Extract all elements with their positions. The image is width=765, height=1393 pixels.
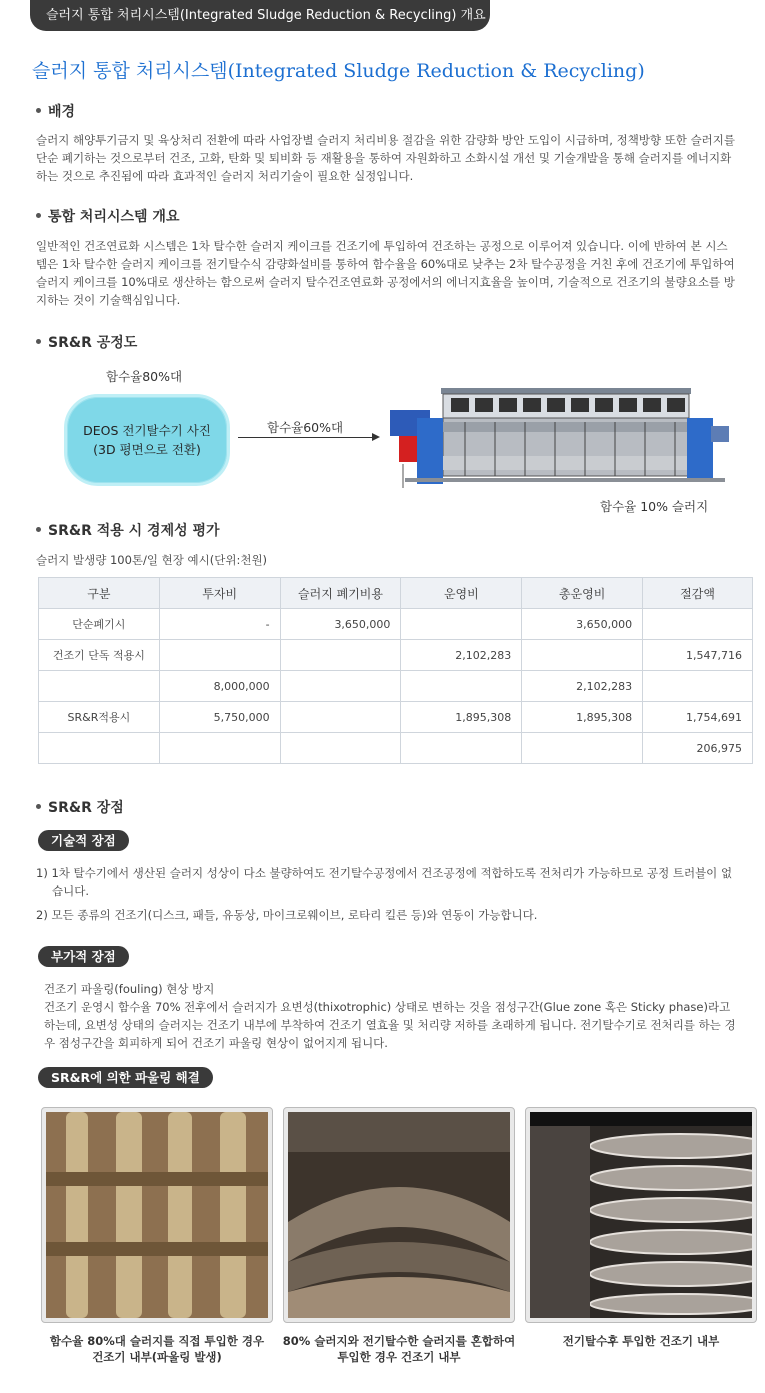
section-heading-text: 배경 — [48, 104, 76, 120]
table-cell: - — [159, 609, 280, 640]
table-cell: SR&R적용시 — [39, 702, 160, 733]
section-heading-background — [36, 101, 75, 121]
list-item: 1) 1차 탈수기에서 생산된 슬러지 성상이 다소 불량하여도 전기탈수공정에서 건조공정에 적합하도록 전처리가 가능하므로 공정 트러블이 없습니다. — [36, 866, 733, 898]
bullet-icon — [36, 804, 41, 809]
dryer-interior-image — [288, 1112, 510, 1318]
table-cell — [522, 640, 643, 671]
table-cell: 2,102,283 — [522, 671, 643, 702]
input-moisture-label: 함수율80%대 — [106, 369, 183, 384]
caption-line: 투입한 경우 건조기 내부 — [337, 1350, 461, 1364]
section-heading-process — [36, 332, 137, 352]
table-cell — [401, 609, 522, 640]
table-cell — [280, 640, 401, 671]
table-cell — [280, 733, 401, 764]
table-cell: 5,750,000 — [159, 702, 280, 733]
deos-label-line1: DEOS 전기탈수기 사진 — [83, 423, 211, 438]
table-cell — [159, 733, 280, 764]
background-paragraph: 슬러지 해양투기금지 및 육상처리 전환에 따라 사업장별 슬러지 처리비용 절감을 위한 감량화 방안 도입이 시급하며, 정책방향 또한 슬러지를 단순 폐기하는 것으로부터 건조, 고화, 탄화 및 퇴비화 등 재활용을 통하여 자원화하고 소화시설 개선 및 기술개발을 통해 슬러지를 에너지화하는 것으로 추진됨에 따라 효과적인 슬러지 처리기술이 필요한 실정입니다. — [36, 133, 736, 183]
column-header: 슬러지 폐기비용 — [280, 578, 401, 609]
deos-dewatering-box — [64, 394, 230, 486]
dryer-interior-image — [46, 1112, 268, 1318]
mid-moisture-label: 함수율60%대 — [267, 420, 344, 435]
table-cell — [522, 733, 643, 764]
column-header: 절감액 — [643, 578, 753, 609]
table-cell: 3,650,000 — [522, 609, 643, 640]
dryer-machine-image — [385, 378, 737, 496]
table-cell — [280, 671, 401, 702]
list-item: 2) 모든 종류의 건조기(디스크, 패들, 유동상, 마이크로웨이브, 로타리 킬른 등)와 연동이 가능합니다. — [36, 908, 538, 922]
table-row — [39, 702, 753, 733]
table-cell — [643, 609, 753, 640]
process-arrow — [238, 437, 374, 438]
caption-line: 건조기 내부(파울링 발생) — [92, 1350, 222, 1364]
fouling-solution-pill: SR&R에 의한 파울링 해결 — [38, 1067, 213, 1088]
photo-caption — [37, 1333, 277, 1365]
section-heading-advantages — [36, 797, 124, 817]
table-cell: 206,975 — [643, 733, 753, 764]
table-cell: 3,650,000 — [280, 609, 401, 640]
economics-table — [38, 577, 753, 764]
deos-label-line2: (3D 평면으로 전환) — [93, 442, 201, 457]
bullet-icon — [36, 108, 41, 113]
table-cell — [39, 671, 160, 702]
column-header: 운영비 — [401, 578, 522, 609]
table-header-row — [39, 578, 753, 609]
table-row — [39, 640, 753, 671]
photo-mixed-input — [283, 1107, 515, 1323]
table-cell: 1,895,308 — [522, 702, 643, 733]
tech-advantages-pill: 기술적 장점 — [38, 830, 129, 851]
dryer-interior-image — [530, 1112, 752, 1318]
fouling-title: 건조기 파울링(fouling) 현상 방지 — [44, 982, 215, 996]
photo-caption — [521, 1333, 761, 1349]
bullet-icon — [36, 213, 41, 218]
table-cell: 1,547,716 — [643, 640, 753, 671]
arrow-head-icon — [372, 433, 380, 441]
table-cell — [401, 733, 522, 764]
table-cell: 1,895,308 — [401, 702, 522, 733]
section-heading-text: SR&R 장점 — [48, 800, 124, 816]
table-row — [39, 609, 753, 640]
photo-fouling-direct — [41, 1107, 273, 1323]
table-cell — [401, 671, 522, 702]
page-title: 슬러지 통합 처리시스템(Integrated Sludge Reduction & Recycling) — [32, 60, 645, 82]
section-heading-text: SR&R 적용 시 경제성 평가 — [48, 523, 220, 539]
column-header: 투자비 — [159, 578, 280, 609]
fouling-paragraph: 건조기 운영시 함수율 70% 전후에서 슬러지가 요변성(thixotrophic) 상태로 변하는 것을 점성구간(Glue zone 혹은 Sticky phase)라고 하는데, 요변성 상태의 슬러지는 건조기 내부에 부착하여 건조기 열효율 및 처리량 저하를 초래하게 됩니다. 전기탈수기로 전처리를 하는 경우 점성구간을 회피하게 되어 건조기 파울링 현상이 없어지게 됩니다. — [44, 1000, 736, 1050]
table-cell — [39, 733, 160, 764]
bullet-icon — [36, 339, 41, 344]
table-row — [39, 671, 753, 702]
photo-caption — [279, 1333, 519, 1365]
photo-after-dewatering — [525, 1107, 757, 1323]
output-moisture-label: 함수율 10% 슬러지 — [600, 499, 709, 514]
section-heading-text: SR&R 공정도 — [48, 335, 138, 351]
table-row — [39, 733, 753, 764]
header-tab: 슬러지 통합 처리시스템(Integrated Sludge Reduction & Recycling) 개요 — [30, 0, 490, 31]
caption-line: 함수율 80%대 슬러지를 직접 투입한 경우 — [49, 1334, 265, 1348]
table-cell: 건조기 단독 적용시 — [39, 640, 160, 671]
column-header: 구분 — [39, 578, 160, 609]
table-cell — [280, 702, 401, 733]
column-header: 총운영비 — [522, 578, 643, 609]
table-cell: 2,102,283 — [401, 640, 522, 671]
caption-line: 80% 슬러지와 전기탈수한 슬러지를 혼합하여 — [282, 1334, 516, 1348]
overview-paragraph: 일반적인 건조연료화 시스템은 1차 탈수한 슬러지 케이크를 건조기에 투입하여 건조하는 공정으로 이루어져 있습니다. 이에 반하여 본 시스템은 1차 탈수한 슬러지 케이크를 전기탈수식 감량화설비를 통하여 함수율을 60%대로 낮추는 2차 탈수공정을 거친 후에 건조기에 투입하여 슬러지 케이크를 10%대로 생산하는 함으로써 슬러지 탈수건조연료화 공정에서의 에너지효율을 높이며, 기술적으로 건조기의 불량요소를 방지하는 것이 기술핵심입니다. — [36, 239, 735, 307]
table-cell: 8,000,000 — [159, 671, 280, 702]
table-cell — [159, 640, 280, 671]
section-heading-economics — [36, 520, 220, 540]
section-heading-text: 통합 처리시스템 개요 — [48, 209, 180, 225]
caption-line: 전기탈수후 투입한 건조기 내부 — [562, 1334, 720, 1348]
tech-advantages-list — [36, 864, 736, 930]
bullet-icon — [36, 527, 41, 532]
extra-advantages-pill: 부가적 장점 — [38, 946, 129, 967]
table-cell — [643, 671, 753, 702]
table-cell: 단순폐기시 — [39, 609, 160, 640]
table-cell: 1,754,691 — [643, 702, 753, 733]
section-heading-overview — [36, 206, 179, 226]
table-caption: 슬러지 발생량 100톤/일 현장 예시(단위:천원) — [36, 553, 268, 567]
